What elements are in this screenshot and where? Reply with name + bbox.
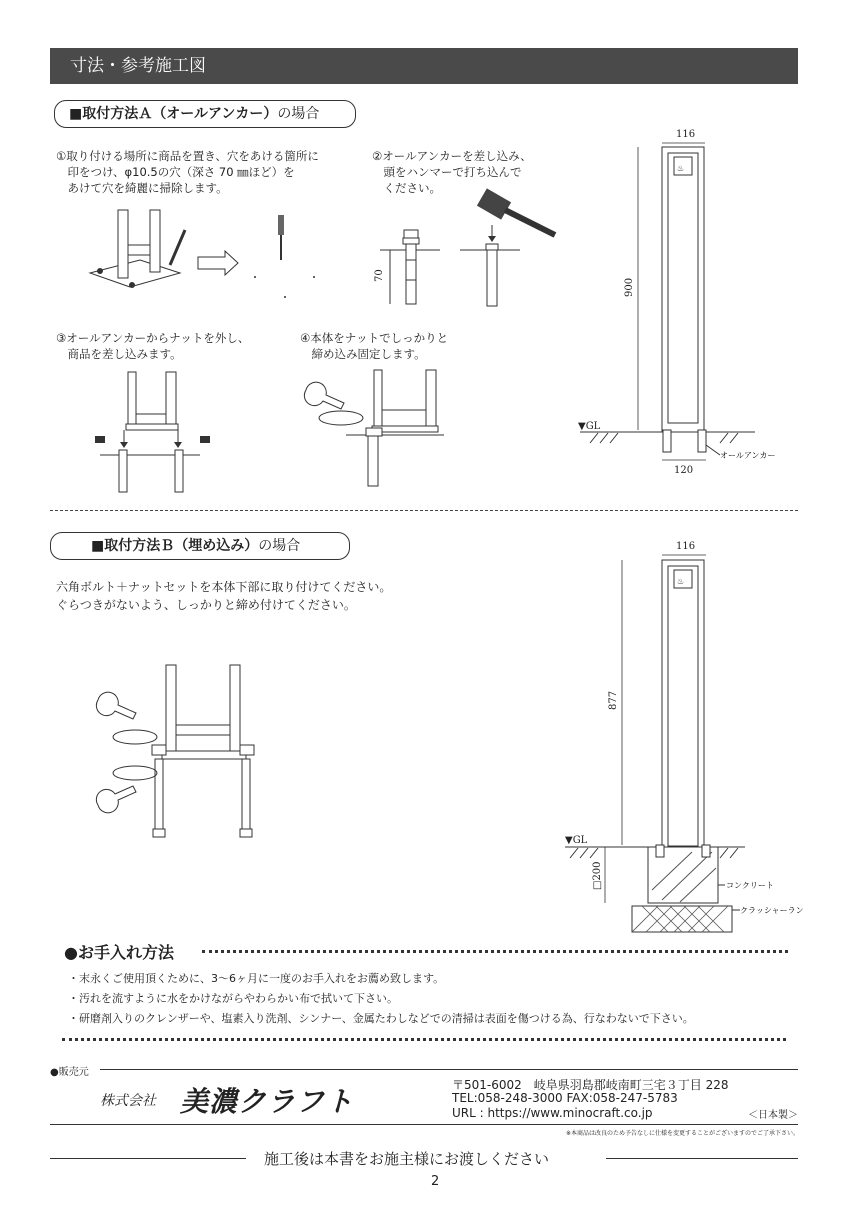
company-prefix: 株式会社 (100, 1093, 156, 1109)
method-a-dimension-drawing (570, 125, 776, 485)
dim-200: □200 (592, 861, 603, 890)
spec-notice: ※本商品は改良のため予告なしに仕様を変更することがございますのでご了承下さい。 (565, 1130, 799, 1137)
section-title: 寸法・参考施工図 (70, 56, 206, 76)
method-a-title: ■取付方法Ａ（オールアンカー） (69, 106, 278, 122)
page-number: 2 (431, 1174, 440, 1189)
care-title: ●お手入れ方法 (64, 943, 174, 962)
step-1-illustration (90, 205, 340, 300)
concrete-label: コンクリート (726, 881, 774, 890)
seller-url[interactable]: URL : https://www.minocraft.co.jp (452, 1106, 653, 1120)
step-4-text: ④本体をナットでしっかりと 締め込み固定します。 (300, 331, 449, 361)
wrench-icon-top (96, 692, 136, 719)
seller-line-bottom (50, 1124, 798, 1125)
made-in-japan: ＜日本製＞ (748, 1110, 798, 1121)
method-a-suffix: の場合 (277, 106, 320, 122)
dim-877: 877 (608, 690, 619, 710)
step-4-illustration (296, 370, 446, 495)
gl-label-b: ▼GL (565, 835, 588, 846)
dim-116-a: 116 (676, 129, 696, 140)
wrench-icon (304, 382, 344, 409)
section-header (50, 48, 798, 84)
method-b-pill (50, 532, 350, 560)
anchor-label: オールアンカー (720, 451, 776, 460)
method-b-dimension-drawing (560, 540, 804, 940)
dim-900: 900 (624, 277, 635, 297)
seller-address: 〒501-6002 岐阜県羽島郡岐南町三宅３丁目 228 (452, 1078, 729, 1092)
company-logo: 美濃クラフト (180, 1085, 355, 1118)
method-b-title: ■取付方法Ｂ（埋め込み） (91, 538, 259, 554)
seller-line-top (100, 1069, 798, 1070)
method-b-suffix: の場合 (258, 538, 301, 554)
gl-label-a: ▼GL (578, 421, 601, 432)
footer-line-right (606, 1158, 798, 1159)
care-dots-top (202, 950, 788, 953)
footer-line-left (50, 1158, 246, 1159)
step-1-text: ①取り付ける場所に商品を置き、穴をあける箇所に 印をつけ、φ10.5の穴（深さ 70 ㎜ほど）を あけて穴を綺麗に掃除します。 (56, 149, 319, 195)
care-item-2: ・汚れを流すように水をかけながらやわらかい布で拭いて下さい。 (68, 992, 398, 1005)
wrench-icon-bottom (96, 786, 136, 813)
svg-text:♨: ♨ (677, 164, 685, 173)
seller-tel: TEL:058-248-3000 FAX:058-247-5783 (452, 1091, 678, 1105)
seller-label: ●販売元 (50, 1067, 89, 1078)
section-separator (50, 510, 798, 511)
care-item-3: ・研磨剤入りのクレンザーや、塩素入り洗剤、シンナー、金属たわしなどでの清掃は表面を傷つける為、行なわないで下さい。 (68, 1012, 694, 1025)
dim-116-b: 116 (676, 541, 696, 552)
dim-120: 120 (674, 465, 694, 476)
crusher-label: クラッシャーラン (740, 906, 804, 915)
method-b-illustration (90, 665, 290, 845)
step-2-text: ②オールアンカーを差し込み、 頭をハンマーで打ち込んで ください。 (372, 149, 532, 195)
care-item-1: ・末永くご使用頂くために、3〜6ヶ月に一度のお手入れをお薦め致します。 (68, 972, 445, 985)
step-3-illustration (90, 372, 210, 497)
care-dots-bottom (62, 1038, 786, 1041)
dim-70: 70 (374, 269, 385, 282)
step-2-illustration (370, 190, 570, 315)
step-3-text: ③オールアンカーからナットを外し、 商品を差し込みます。 (56, 331, 250, 361)
svg-text:♨: ♨ (677, 577, 685, 586)
method-a-pill (54, 100, 356, 128)
footer-message: 施工後は本書をお施主様にお渡しください (264, 1150, 550, 1168)
method-b-body: 六角ボルト＋ナットセットを本体下部に取り付けてください。 ぐらつきがないよう、しっかりと締め付けてください。 (56, 580, 392, 612)
